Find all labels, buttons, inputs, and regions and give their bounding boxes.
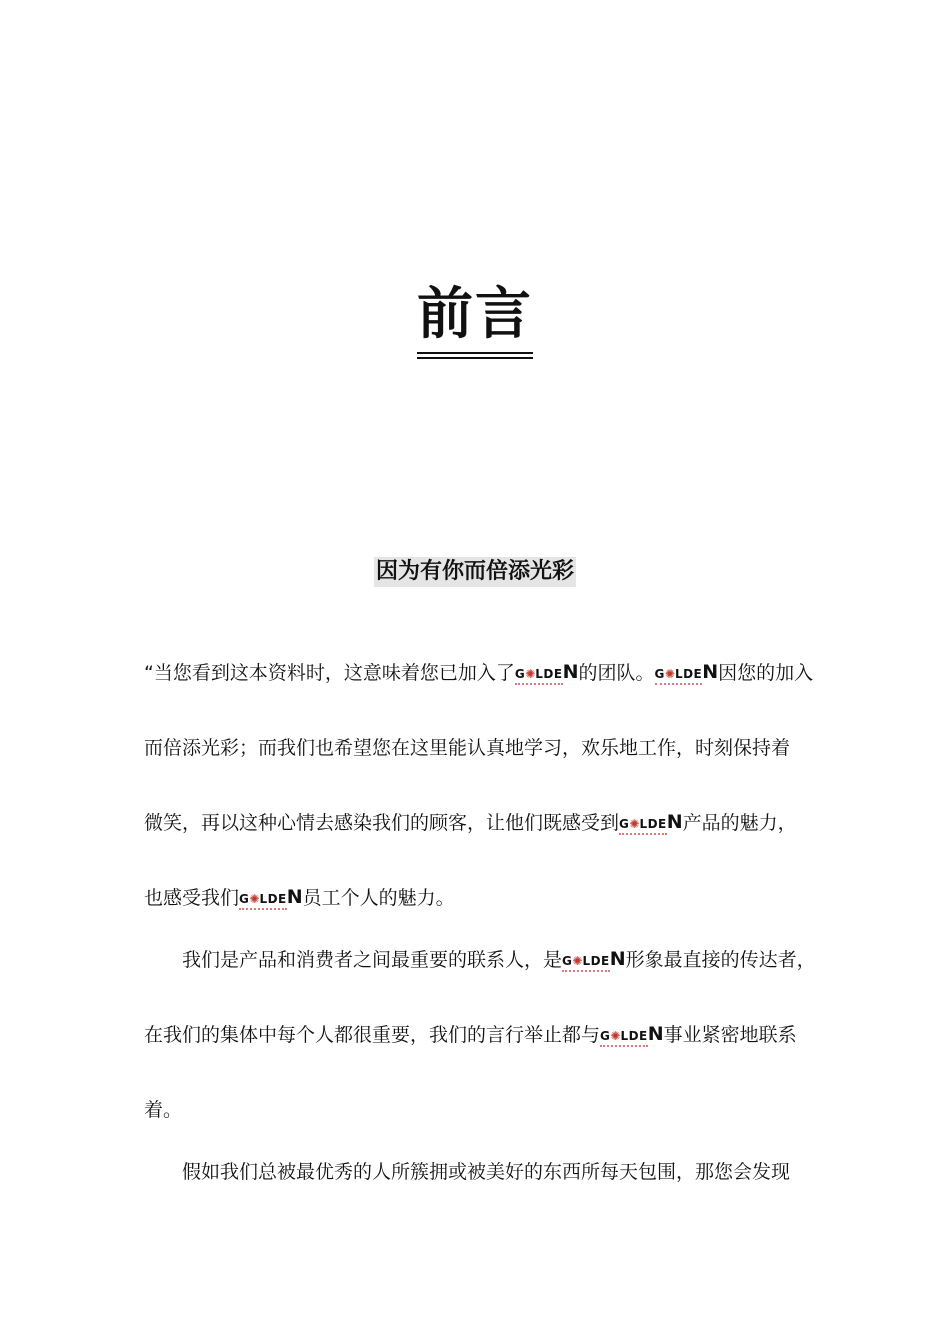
line-text: 的团队。 bbox=[578, 662, 655, 684]
line-text: 产品的魅力， bbox=[682, 812, 797, 834]
line-text: 微笑，再以这种心情去感染我们的顾客，让他们既感受到 bbox=[144, 812, 620, 834]
golden-logo: G✺LDEN bbox=[239, 886, 303, 908]
line-text: 员工个人的魅力。 bbox=[302, 887, 455, 909]
line-text: 在我们的集体中每个人都很重要，我们的言行举止都与 bbox=[144, 1024, 601, 1046]
line-text: 因您的加入 bbox=[718, 662, 814, 684]
sun-icon: ✺ bbox=[525, 667, 536, 681]
paragraph-line-1 bbox=[144, 660, 813, 688]
golden-logo: G✺LDEN bbox=[514, 661, 579, 683]
section-heading-text: 因为有你而倍添光彩 bbox=[374, 557, 576, 587]
line-text: 而倍添光彩；而我们也希望您在这里能认真地学习，欢乐地工作，时刻保持着 bbox=[144, 737, 791, 759]
paragraph-line-8 bbox=[182, 1159, 790, 1185]
line-text: 着。 bbox=[144, 1099, 183, 1121]
line-text: 假如我们总被最优秀的人所簇拥或被美好的东西所每天包围，那您会发现 bbox=[182, 1161, 791, 1183]
golden-logo: G✺LDEN bbox=[654, 661, 719, 683]
sun-icon: ✺ bbox=[249, 892, 260, 906]
golden-logo: G✺LDEN bbox=[600, 1023, 664, 1045]
page-title-text: 前言 bbox=[417, 282, 533, 359]
line-text: 事业紧密地联系 bbox=[663, 1024, 797, 1046]
line-text: 形象最直接的传达者， bbox=[625, 949, 816, 971]
paragraph-line-6 bbox=[144, 1022, 797, 1050]
paragraph-line-5 bbox=[182, 947, 816, 975]
golden-logo: G✺LDEN bbox=[619, 811, 683, 833]
sun-icon: ✺ bbox=[572, 954, 583, 968]
sun-icon: ✺ bbox=[629, 817, 640, 831]
paragraph-line-7 bbox=[144, 1097, 182, 1123]
section-heading bbox=[0, 556, 950, 587]
paragraph-line-4 bbox=[144, 885, 455, 913]
paragraph-line-3 bbox=[144, 810, 797, 838]
line-text: 我们是产品和消费者之间最重要的联系人，是 bbox=[182, 949, 563, 971]
sun-icon: ✺ bbox=[664, 667, 675, 681]
page-title bbox=[0, 282, 950, 359]
paragraph-line-2 bbox=[144, 735, 790, 761]
line-text: 也感受我们 bbox=[144, 887, 240, 909]
golden-logo: G✺LDEN bbox=[562, 948, 626, 970]
sun-icon: ✺ bbox=[610, 1029, 621, 1043]
line-text: “当您看到这本资料时，这意味着您已加入了 bbox=[144, 662, 515, 684]
